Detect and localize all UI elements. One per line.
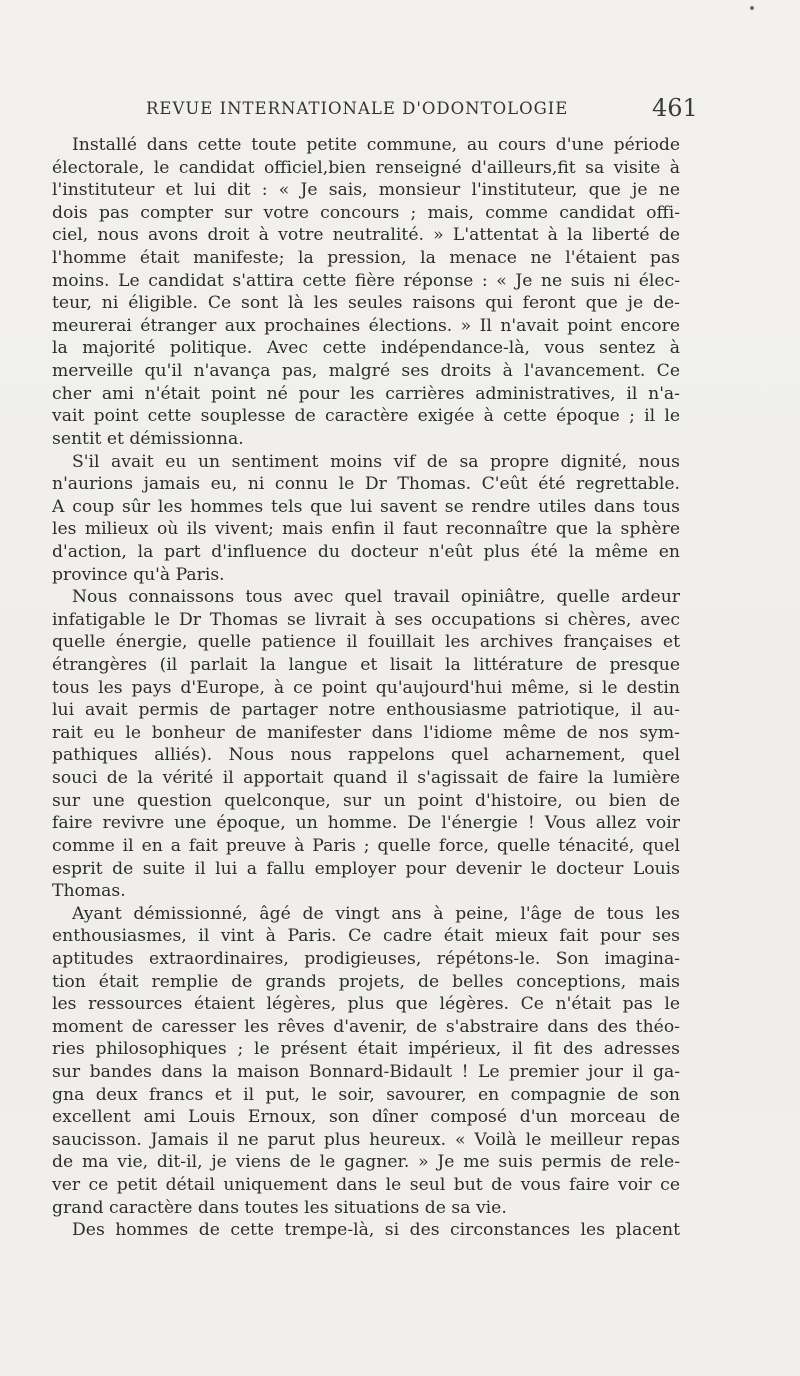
text-line: province qu'à Paris. xyxy=(52,564,225,585)
text-line: la majorité politique. Avec cette indépendance-là, vous sentez à xyxy=(52,338,680,359)
text-line: étrangères (il parlait la langue et lisait la littérature de presque xyxy=(52,655,680,676)
text-line: l'instituteur et lui dit : « Je sais, monsieur l'instituteur, que je ne xyxy=(52,180,680,201)
text-line: S'il avait eu un sentiment moins vif de sa propre dignité, nous xyxy=(72,451,680,472)
text-line: aptitudes extraordinaires, prodigieuses, répétons-le. Son imagina- xyxy=(52,948,680,969)
text-line: esprit de suite il lui a fallu employer pour devenir le docteur Louis xyxy=(52,858,680,879)
text-line: tous les pays d'Europe, à ce point qu'aujourd'hui même, si le destin xyxy=(52,677,680,698)
text-line: comme il en a fait preuve à Paris ; quelle force, quelle ténacité, quel xyxy=(52,835,680,856)
text-line: l'homme était manifeste; la pression, la menace ne l'étaient pas xyxy=(52,248,680,269)
ink-speck xyxy=(750,6,754,10)
running-title: REVUE INTERNATIONALE D'ODONTOLOGIE xyxy=(146,99,569,118)
text-line: dois pas compter sur votre concours ; mais, comme candidat offi- xyxy=(52,202,680,223)
text-line: merveille qu'il n'avança pas, malgré ses droits à l'avancement. Ce xyxy=(52,361,680,382)
text-line: Thomas. xyxy=(52,881,126,902)
text-line: d'action, la part d'influence du docteur n'eût plus été la même en xyxy=(52,541,680,562)
text-line: sur bandes dans la maison Bonnard-Bidault ! Le premier jour il ga- xyxy=(52,1061,680,1082)
text-line: gna deux francs et il put, le soir, savourer, en compagnie de son xyxy=(52,1084,680,1105)
text-line: enthousiasmes, il vint à Paris. Ce cadre était mieux fait pour ses xyxy=(52,926,680,947)
text-line: cher ami n'était point né pour les carrières administratives, il n'a- xyxy=(52,383,680,404)
text-line: de ma vie, dit-il, je viens de le gagner. » Je me suis permis de rele- xyxy=(52,1152,680,1173)
text-line: teur, ni éligible. Ce sont là les seules raisons qui feront que je de- xyxy=(52,293,680,314)
text-line: saucisson. Jamais il ne parut plus heureux. « Voilà le meilleur repas xyxy=(52,1129,680,1150)
text-line: les milieux où ils vivent; mais enfin il faut reconnaître que la sphère xyxy=(52,519,680,540)
text-line: A coup sûr les hommes tels que lui savent se rendre utiles dans tous xyxy=(52,496,680,517)
text-line: pathiques alliés). Nous nous rappelons quel acharnement, quel xyxy=(52,745,680,766)
body-text xyxy=(52,134,680,1242)
text-line: moins. Le candidat s'attira cette fière réponse : « Je ne suis ni élec- xyxy=(52,270,680,291)
page-header xyxy=(0,94,800,123)
text-line: lui avait permis de partager notre enthousiasme patriotique, il au- xyxy=(52,700,680,721)
text-line: n'aurions jamais eu, ni connu le Dr Thomas. C'eût été regrettable. xyxy=(52,474,680,495)
text-line: ciel, nous avons droit à votre neutralité. » L'attentat à la liberté de xyxy=(52,225,680,246)
text-line: vait point cette souplesse de caractère exigée à cette époque ; il le xyxy=(52,406,680,427)
text-line: les ressources étaient légères, plus que légères. Ce n'était pas le xyxy=(52,994,680,1015)
text-line: électorale, le candidat officiel,bien renseigné d'ailleurs,fit sa visite à xyxy=(52,157,680,178)
text-line: Ayant démissionné, âgé de vingt ans à peine, l'âge de tous les xyxy=(72,903,680,924)
text-line: faire revivre une époque, un homme. De l'énergie ! Vous allez voir xyxy=(52,813,680,834)
text-line: rait eu le bonheur de manifester dans l'idiome même de nos sym- xyxy=(52,722,680,743)
text-line: quelle énergie, quelle patience il fouillait les archives françaises et xyxy=(52,632,680,653)
text-line: grand caractère dans toutes les situations de sa vie. xyxy=(52,1197,507,1218)
text-line: infatigable le Dr Thomas se livrait à ses occupations si chères, avec xyxy=(52,609,680,630)
text-line: moment de caresser les rêves d'avenir, de s'abstraire dans des théo- xyxy=(52,1016,680,1037)
text-line: tion était remplie de grands projets, de belles conceptions, mais xyxy=(52,971,680,992)
text-line: souci de la vérité il apportait quand il s'agissait de faire la lumière xyxy=(52,768,680,789)
text-line: sentit et démissionna. xyxy=(52,428,244,449)
text-line: Des hommes de cette trempe-là, si des circonstances les placent xyxy=(72,1220,680,1241)
text-line: excellent ami Louis Ernoux, son dîner composé d'un morceau de xyxy=(52,1107,680,1128)
text-line: ries philosophiques ; le présent était impérieux, il fit des adresses xyxy=(52,1039,680,1060)
text-line: Nous connaissons tous avec quel travail opiniâtre, quelle ardeur xyxy=(72,587,680,608)
text-line: Installé dans cette toute petite commune, au cours d'une période xyxy=(72,135,680,155)
text-line: ver ce petit détail uniquement dans le seul but de vous faire voir ce xyxy=(52,1175,680,1196)
page-number: 461 xyxy=(652,94,698,122)
text-line: sur une question quelconque, sur un point d'histoire, ou bien de xyxy=(52,790,680,811)
text-line: meurerai étranger aux prochaines élections. » Il n'avait point encore xyxy=(52,315,680,336)
